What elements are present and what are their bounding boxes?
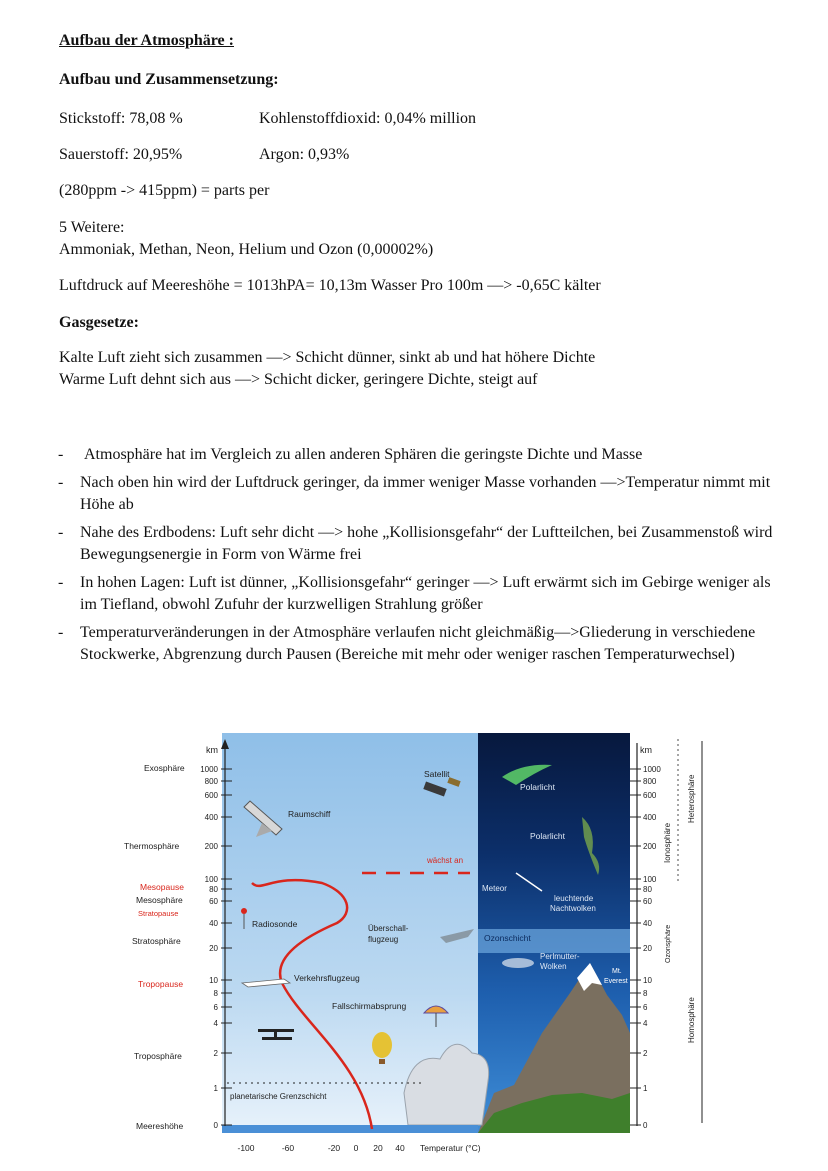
left-axis-unit: km	[206, 745, 218, 755]
layer-troposphaere: Troposphäre	[134, 1051, 182, 1061]
x-tick-label: 20	[373, 1143, 383, 1153]
bullet-item	[58, 572, 778, 616]
right-tick-label: 6	[643, 1003, 648, 1012]
text-argon: Argon: 0,93%	[259, 146, 350, 163]
left-tick-label: 20	[209, 944, 218, 953]
left-tick-label: 0	[213, 1121, 218, 1130]
label-perlmutter-2: Wolken	[540, 962, 567, 971]
left-tick-label: 600	[204, 791, 218, 800]
page-title: Aufbau der Atmosphäre :	[59, 32, 234, 49]
label-nachtwolken: Nachtwolken	[550, 904, 596, 913]
text-ppm: (280ppm -> 415ppm) = parts per	[59, 182, 270, 199]
right-tick-label: 600	[643, 791, 657, 800]
label-raumschiff: Raumschiff	[288, 809, 331, 819]
text-warme-luft: Warme Luft dehnt sich aus —> Schicht dicker, geringere Dichte, steigt auf	[59, 371, 538, 388]
left-tick-label: 10	[209, 976, 218, 985]
label-ionosphaere: Ionosphäre	[663, 822, 672, 863]
bullet-item	[58, 622, 778, 666]
sea-surface	[222, 1125, 478, 1133]
left-tick-label: 4	[213, 1019, 218, 1028]
left-tick-label: 2	[213, 1049, 218, 1058]
bullet-text: In hohen Lagen: Luft ist dünner, „Kollisionsgefahr“ geringer —> Luft erwärmt sich im Gebirge weniger als im Tiefland, obwohl Zufuhr der kurzwelligen Strahlung größer	[80, 574, 771, 613]
bullet-dash: -	[58, 624, 64, 641]
layer-stratosphaere: Stratosphäre	[132, 936, 181, 946]
bullet-text: Nach oben hin wird der Luftdruck geringer, da immer weniger Masse vorhanden —>Temperatur nimmt mit Höhe ab	[80, 474, 771, 513]
bullet-dash: -	[58, 574, 64, 591]
right-tick-label: 800	[643, 777, 657, 786]
left-tick-label: 8	[213, 989, 218, 998]
right-tick-label: 60	[643, 897, 652, 906]
left-tick-label: 200	[204, 842, 218, 851]
label-mt: Mt.	[612, 968, 622, 975]
bullet-dash: -	[58, 474, 64, 491]
text-weitere-list: Ammoniak, Methan, Neon, Helium und Ozon (0,00002%)	[59, 241, 434, 258]
layer-exosphaere: Exosphäre	[144, 763, 185, 773]
label-fallschirmabsprung: Fallschirmabsprung	[332, 1001, 407, 1011]
label-everest: Everest	[604, 978, 628, 985]
label-waechst-an: wächst an	[427, 856, 464, 865]
right-tick-label: 20	[643, 944, 652, 953]
text-kalte-luft: Kalte Luft zieht sich zusammen —> Schicht dünner, sinkt ab und hat höhere Dichte	[59, 349, 596, 366]
label-perlmutter-1: Perlmutter-	[540, 952, 580, 961]
left-tick-label: 800	[204, 777, 218, 786]
text-stickstoff: Stickstoff: 78,08 %	[59, 110, 183, 127]
left-tick-label: 400	[204, 813, 218, 822]
bullet-item	[58, 522, 778, 566]
section-heading-gasgesetze: Gasgesetze:	[59, 314, 139, 331]
label-ozonsphaere: Ozonsphäre	[665, 924, 672, 963]
label-ozonschicht: Ozonschicht	[484, 933, 531, 943]
left-tick-label: 40	[209, 919, 218, 928]
label-grenzschicht: planetarische Grenzschicht	[230, 1092, 327, 1101]
bullet-item	[58, 444, 778, 466]
label-heterosphaere: Heterosphäre	[687, 774, 696, 823]
label-polarlicht-2: Polarlicht	[530, 831, 565, 841]
left-tick-label: 1	[213, 1084, 218, 1093]
label-ueberschall-1: Überschall-	[368, 924, 409, 933]
right-tick-label: 10	[643, 976, 652, 985]
label-polarlicht-1: Polarlicht	[520, 782, 555, 792]
label-radiosonde: Radiosonde	[252, 919, 298, 929]
label-verkehrsflugzeug: Verkehrsflugzeug	[294, 973, 360, 983]
atmosphere-diagram	[122, 733, 706, 1156]
bullet-item	[58, 472, 778, 516]
left-tick-label: 80	[209, 885, 218, 894]
right-axis-unit: km	[640, 745, 652, 755]
right-tick-label: 80	[643, 885, 652, 894]
right-tick-label: 0	[643, 1121, 648, 1130]
layer-mesosphaere: Mesosphäre	[136, 895, 183, 905]
label-homosphaere: Homosphäre	[687, 997, 696, 1043]
x-axis-label: Temperatur (°C)	[420, 1143, 481, 1153]
section-heading-composition: Aufbau und Zusammensetzung:	[59, 71, 279, 88]
layer-thermosphaere: Thermosphäre	[124, 841, 180, 851]
bullet-text: Temperaturveränderungen in der Atmosphäre verlaufen nicht gleichmäßig—>Gliederung in verschiedene Stockwerke, Abgrenzung durch Pausen (Bereiche mit mehr oder weniger raschen Temperaturwechsel)	[80, 624, 756, 663]
right-tick-label: 400	[643, 813, 657, 822]
text-weitere-heading: 5 Weitere:	[59, 219, 125, 236]
layer-tropopause: Tropopause	[138, 979, 184, 989]
right-tick-label: 1000	[643, 765, 661, 774]
left-tick-label: 1000	[200, 765, 218, 774]
x-tick-label: -20	[327, 1143, 341, 1153]
right-tick-label: 200	[643, 842, 657, 851]
bullet-text: Nahe des Erdbodens: Luft sehr dicht —> hohe „Kollisionsgefahr“ der Luftteilchen, bei Zusammenstoß wird Bewegungsenergie in Form von Wärme frei	[80, 524, 773, 563]
label-ueberschall-2: flugzeug	[368, 935, 399, 944]
x-tick-label: 0	[353, 1143, 359, 1153]
right-tick-label: 1	[643, 1084, 648, 1093]
bullet-text: Atmosphäre hat im Vergleich zu allen anderen Sphären die geringste Dichte und Masse	[84, 446, 643, 463]
right-tick-label: 100	[643, 875, 657, 884]
bullet-dash: -	[58, 524, 64, 541]
text-sauerstoff: Sauerstoff: 20,95%	[59, 146, 183, 163]
label-meteor: Meteor	[482, 884, 507, 893]
x-tick-label: -100	[237, 1143, 255, 1153]
perlmutter-cloud-icon	[502, 958, 534, 968]
left-tick-label: 100	[204, 875, 218, 884]
label-leuchtende: leuchtende	[554, 894, 594, 903]
layer-stratopause: Stratopause	[138, 909, 179, 918]
right-tick-label: 40	[643, 919, 652, 928]
left-tick-label: 6	[213, 1003, 218, 1012]
text-co2: Kohlenstoffdioxid: 0,04% million	[259, 110, 477, 127]
layer-meereshoehe: Meereshöhe	[136, 1121, 184, 1131]
right-tick-label: 4	[643, 1019, 648, 1028]
label-satellit: Satellit	[424, 769, 450, 779]
bullet-dash: -	[58, 446, 64, 463]
left-tick-label: 60	[209, 897, 218, 906]
x-tick-label: -60	[281, 1143, 295, 1153]
right-tick-label: 2	[643, 1049, 648, 1058]
text-luftdruck: Luftdruck auf Meereshöhe = 1013hPA= 10,13m Wasser Pro 100m —> -0,65C kälter	[59, 277, 601, 294]
right-tick-label: 8	[643, 989, 648, 998]
x-tick-label: 40	[395, 1143, 405, 1153]
layer-mesopause: Mesopause	[140, 882, 184, 892]
